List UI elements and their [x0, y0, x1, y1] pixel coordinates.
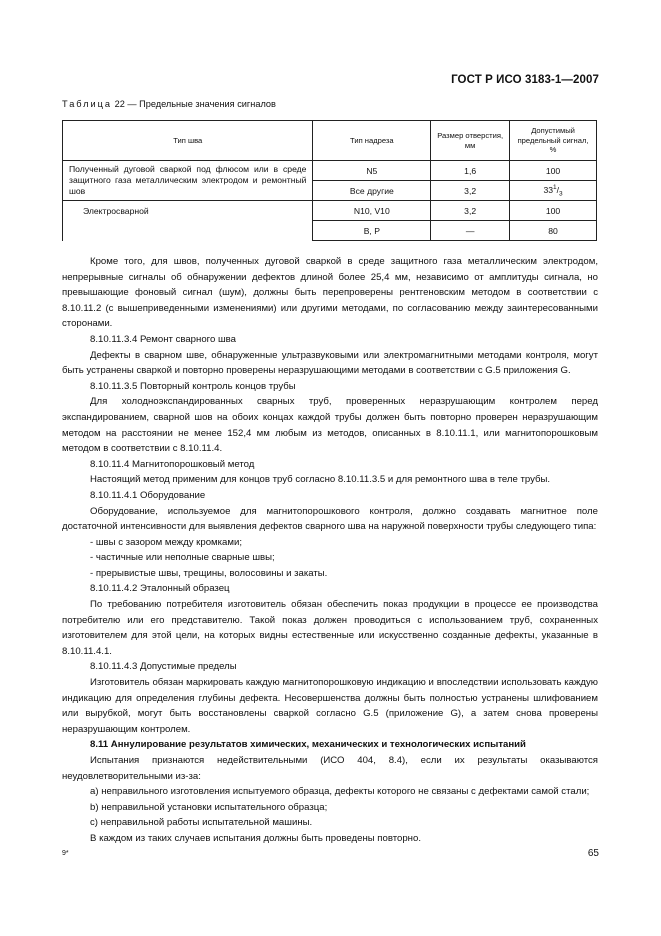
signal-whole: 33: [543, 184, 553, 195]
col-header-hole-size: Размер отверстия, мм: [431, 121, 510, 161]
notch-cell: N5: [313, 161, 431, 181]
clause-heading: 8.10.11.4.1 Оборудование: [90, 489, 206, 501]
signal-cell: 80: [510, 221, 597, 241]
col-header-weld-type: Тип шва: [63, 121, 313, 161]
signal-fraction-denominator: 3: [559, 190, 563, 198]
col-header-notch-type: Тип надреза: [313, 121, 431, 161]
signal-cell: 100: [510, 201, 597, 221]
table-row: [63, 161, 597, 181]
clause-heading: 8.10.11.4.3 Допустимые пределы: [90, 661, 237, 673]
list-item: - прерывистые швы, трещины, волосовины и закаты.: [90, 567, 328, 579]
paragraph: Настоящий метод применим для концов труб согласно 8.10.11.3.5 и для ремонтного шва в теле трубы.: [90, 474, 551, 486]
paragraph: Дефекты в сварном шве, обнаруженные ультразвуковыми или электромагнитными методами контроля, могут быть устранены сваркой и повторно проверены неразрушающими методами в соответствии с G.5 приложения G.: [62, 349, 598, 377]
table-caption: [62, 99, 276, 109]
paragraph: По требованию потребителя изготовитель обязан обеспечить показ продукции в процессе ее производства потребителю или его представителю. Такой показ должен проводиться с использованием труб, сохраненных изготовителем для этой цели, на которых видны естественные или искусственно созданные дефекты, указанные в 8.10.11.4.1.: [62, 599, 598, 657]
hole-cell: —: [431, 221, 510, 241]
table-header-row: [63, 121, 597, 161]
table-caption-word: Таблица: [62, 99, 113, 109]
paragraph: В каждом из таких случаев испытания должны быть проведены повторно.: [90, 832, 421, 844]
clause-heading: 8.10.11.4 Магнитопорошковый метод: [90, 458, 255, 470]
paragraph: Оборудование, используемое для магнитопорошкового контроля, должно создавать магнитное поле достаточной интенсивности для выявления дефектов сварного шва на наружной поверхности трубы следующего типа:: [62, 505, 598, 533]
notch-cell: Все другие: [313, 181, 431, 201]
col-header-signal: Допустимый предельный сигнал, %: [510, 121, 597, 161]
clause-heading: 8.10.11.3.5 Повторный контроль концов трубы: [90, 380, 296, 392]
weld-type-cell: Электросварной: [63, 201, 313, 241]
notch-cell: B, P: [313, 221, 431, 241]
clause-heading: 8.10.11.3.4 Ремонт сварного шва: [90, 333, 236, 345]
list-item: - швы с зазором между кромками;: [90, 536, 242, 548]
table-row: [63, 201, 597, 221]
list-item: - частичные или неполные сварные швы;: [90, 552, 275, 564]
signal-cell: 100: [510, 161, 597, 181]
table-caption-title: 22 — Предельные значения сигналов: [114, 99, 276, 109]
paragraph: Испытания признаются недействительными (ИСО 404, 8.4), если их результаты оказываются неудовлетворительными из-за:: [62, 755, 598, 782]
paragraph: c) неправильной работы испытательной машины.: [90, 817, 313, 829]
signal-fraction-numerator: 1: [553, 183, 557, 191]
paragraph: b) неправильной установки испытательного образца;: [90, 801, 328, 813]
page-number: 65: [587, 848, 599, 859]
signature-mark: 9*: [62, 850, 69, 857]
paragraph: а) неправильного изготовления испытуемого образца, дефекты которого не связаны с дефектами самой стали;: [90, 786, 590, 798]
signal-limits-table: [62, 120, 597, 241]
notch-cell: N10, V10: [313, 201, 431, 221]
section-heading: 8.11 Аннулирование результатов химических, механических и технологических испытаний: [90, 739, 526, 751]
paragraph: Для холодноэкспандированных сварных труб, проверенных неразрушающим контролем перед экспандированием, сварной шов на обоих концах каждой трубы должен быть повторно проверен неразрушающим методом на расстоянии не менее 152,4 мм любым из методов, описанных в 8.10.11.1, или магнитопорошковым методом в соответствии с 8.10.11.4.: [62, 396, 598, 455]
weld-type-cell: Полученный дуговой сваркой под флюсом или в среде защитного газа металлическим электродом и ремонтный шов: [63, 161, 313, 201]
hole-cell: 1,6: [431, 161, 510, 181]
hole-cell: 3,2: [431, 181, 510, 201]
document-id: ГОСТ Р ИСО 3183-1—2007: [451, 74, 599, 86]
body-text: [62, 254, 598, 847]
clause-heading: 8.10.11.4.2 Эталонный образец: [90, 583, 230, 595]
paragraph: Изготовитель обязан маркировать каждую магнитопорошковую индикацию и впоследствии использовать каждую индикацию для определения глубины дефекта. Несовершенства должны быть полностью устранены шлифованием или вырубкой, могут быть восстановлены сваркой согласно G.5 (приложение G), а затем снова проверены неразрушающим контролем.: [62, 677, 598, 735]
signal-cell: $33^1/_3$: [510, 181, 597, 201]
paragraph: Кроме того, для швов, полученных дуговой сваркой в среде защитного газа металлическим электродом, непрерывные сигналы об обнаружении дефектов длиной более 25,4 мм, независимо от амплитуды сигнала, но превышающие фоновый сигнал (шум), должны быть перепроверены рентгеновским методом в соответствии с 8.10.11.2 (с вышеприведенными изменениями) или другими методами, по согласованию между заинтересованными сторонами.: [62, 256, 598, 330]
hole-cell: 3,2: [431, 201, 510, 221]
